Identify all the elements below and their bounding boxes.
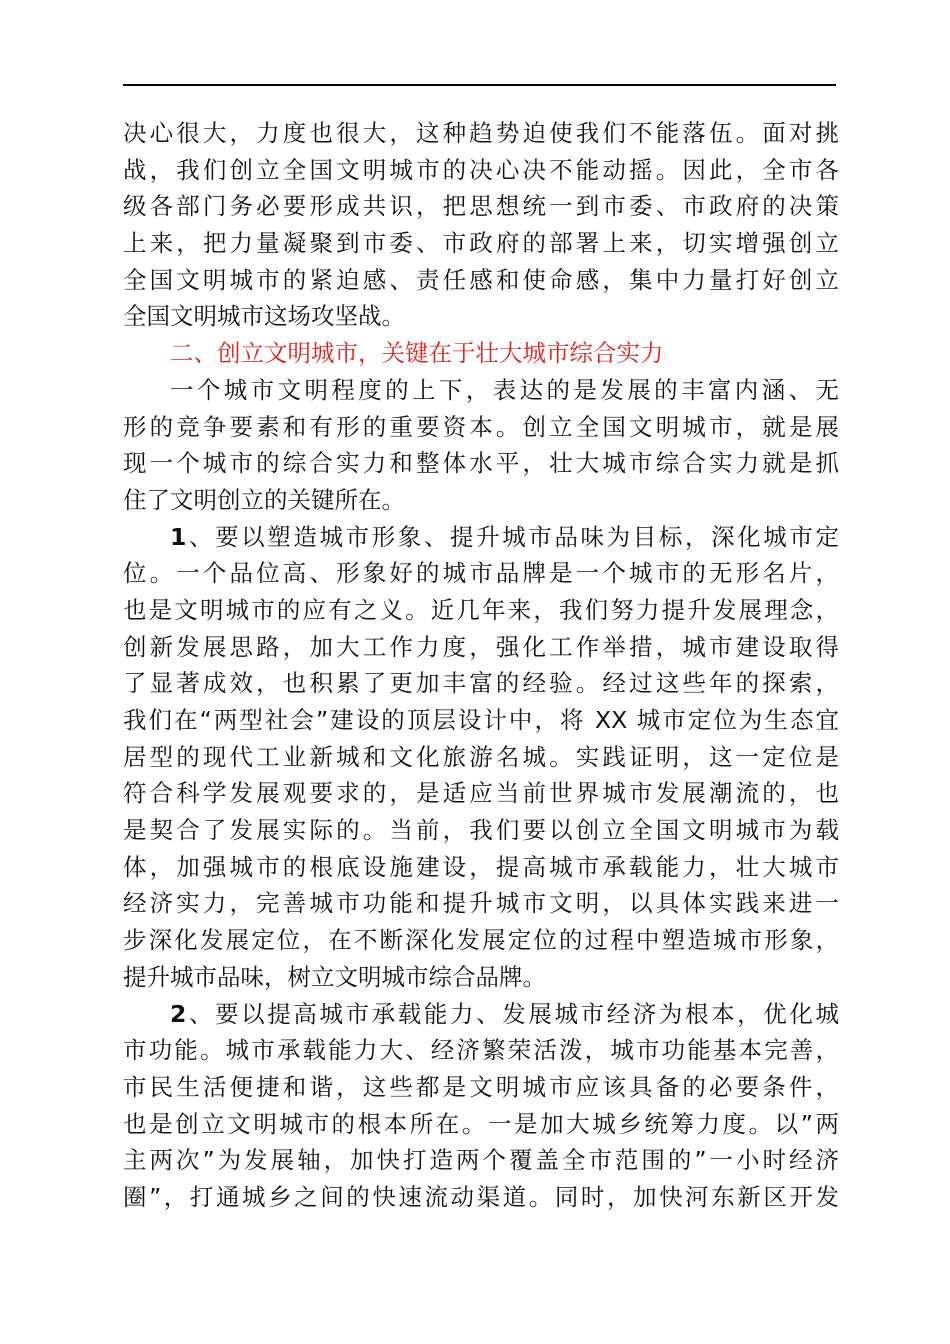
text-line	[123, 922, 839, 959]
line-text: 、要以提高城市承载能力、发展城市经济为根本，优化城	[186, 999, 839, 1028]
line-text: 体，加强城市的根底设施建设，提高城市承载能力，壮大城市	[123, 852, 839, 881]
text-line	[123, 519, 839, 556]
line-text: 形的竞争要素和有形的重要资本。创立全国文明城市，就是展	[123, 412, 839, 441]
text-line	[123, 152, 839, 189]
line-text: 二、创立文明城市，关键在于壮大城市综合实力	[170, 339, 664, 368]
text-line	[123, 592, 839, 629]
text-line	[123, 482, 839, 519]
section-heading	[123, 335, 839, 372]
text-line	[123, 1032, 839, 1069]
line-text: 也是文明城市的应有之义。近几年来，我们努力提升发展理念，	[123, 595, 839, 624]
line-text: 决心很大，力度也很大，这种趋势迫使我们不能落伍。面对挑	[123, 119, 839, 147]
line-text: 是契合了发展实际的。当前，我们要以创立全国文明城市为载	[123, 816, 839, 845]
text-line	[123, 225, 839, 262]
text-line	[123, 1179, 839, 1216]
text-line	[123, 959, 839, 996]
text-line	[123, 812, 839, 849]
text-line	[123, 115, 839, 152]
line-text: 战，我们创立全国文明城市的决心决不能动摇。因此，全市各	[123, 155, 839, 184]
text-line	[123, 409, 839, 446]
text-line	[123, 702, 839, 739]
text-line	[123, 885, 839, 922]
line-text: 经济实力，完善城市功能和提升城市文明，以具体实践来进一	[123, 889, 839, 918]
item-number: 1	[170, 522, 187, 551]
text-line	[123, 629, 839, 666]
line-text: 居型的现代工业新城和文化旅游名城。实践证明，这一定位是	[123, 742, 839, 771]
line-text: 级各部门务必要形成共识，把思想统一到市委、市政府的决策	[123, 192, 839, 221]
line-text: 位。一个品位高、形象好的城市品牌是一个城市的无形名片，	[123, 559, 839, 588]
line-text: 符合科学发展观要求的，是适应当前世界城市发展潮流的，也	[123, 779, 839, 808]
item-number: 2	[170, 999, 187, 1028]
text-line	[123, 1069, 839, 1106]
line-text: 提升城市品味，树立文明城市综合品牌。	[123, 962, 546, 991]
text-line	[123, 262, 839, 299]
line-text: 一个城市文明程度的上下，表达的是发展的丰富内涵、无	[170, 375, 839, 404]
text-line	[123, 665, 839, 702]
line-text: 我们在“两型社会”建设的顶层设计中，将 XX 城市定位为生态宜	[123, 706, 839, 734]
line-text: 圈”，打通城乡之间的快速流动渠道。同时，加快河东新区开发	[123, 1182, 839, 1211]
line-text: 全国文明城市这场攻坚战。	[123, 302, 405, 331]
header-rule	[123, 84, 836, 86]
text-line	[123, 555, 839, 592]
text-line	[123, 298, 839, 335]
line-text: 也是创立文明城市的根本所在。一是加大城乡统筹力度。以”两	[123, 1109, 839, 1138]
text-line	[123, 775, 839, 812]
text-line	[123, 188, 839, 225]
text-line	[123, 849, 839, 886]
line-text: 市民生活便捷和谐，这些都是文明城市应该具备的必要条件，	[123, 1072, 839, 1101]
text-line	[123, 996, 839, 1033]
text-line	[123, 1142, 839, 1179]
line-text: 全国文明城市的紧迫感、责任感和使命感，集中力量打好创立	[123, 265, 839, 294]
line-text: 住了文明创立的关键所在。	[123, 485, 405, 514]
document-body	[123, 115, 839, 1216]
line-text: 主两次”为发展轴，加快打造两个覆盖全市范围的”一小时经济	[123, 1146, 839, 1175]
line-text: 创新发展思路，加大工作力度，强化工作举措，城市建设取得	[123, 632, 839, 661]
line-text: 市功能。城市承载能力大、经济繁荣活泼，城市功能基本完善，	[123, 1036, 839, 1065]
line-text: 了显著成效，也积累了更加丰富的经验。经过这些年的探索，	[123, 669, 839, 698]
text-line	[123, 372, 839, 409]
line-text: 现一个城市的综合实力和整体水平，壮大城市综合实力就是抓	[123, 449, 839, 478]
text-line	[123, 445, 839, 482]
line-text: 步深化发展定位，在不断深化发展定位的过程中塑造城市形象，	[123, 926, 839, 955]
line-text: 、要以塑造城市形象、提升城市品味为目标，深化城市定	[186, 522, 839, 551]
text-line	[123, 739, 839, 776]
line-text: 上来，把力量凝聚到市委、市政府的部署上来，切实增强创立	[123, 229, 839, 258]
text-line	[123, 1106, 839, 1143]
